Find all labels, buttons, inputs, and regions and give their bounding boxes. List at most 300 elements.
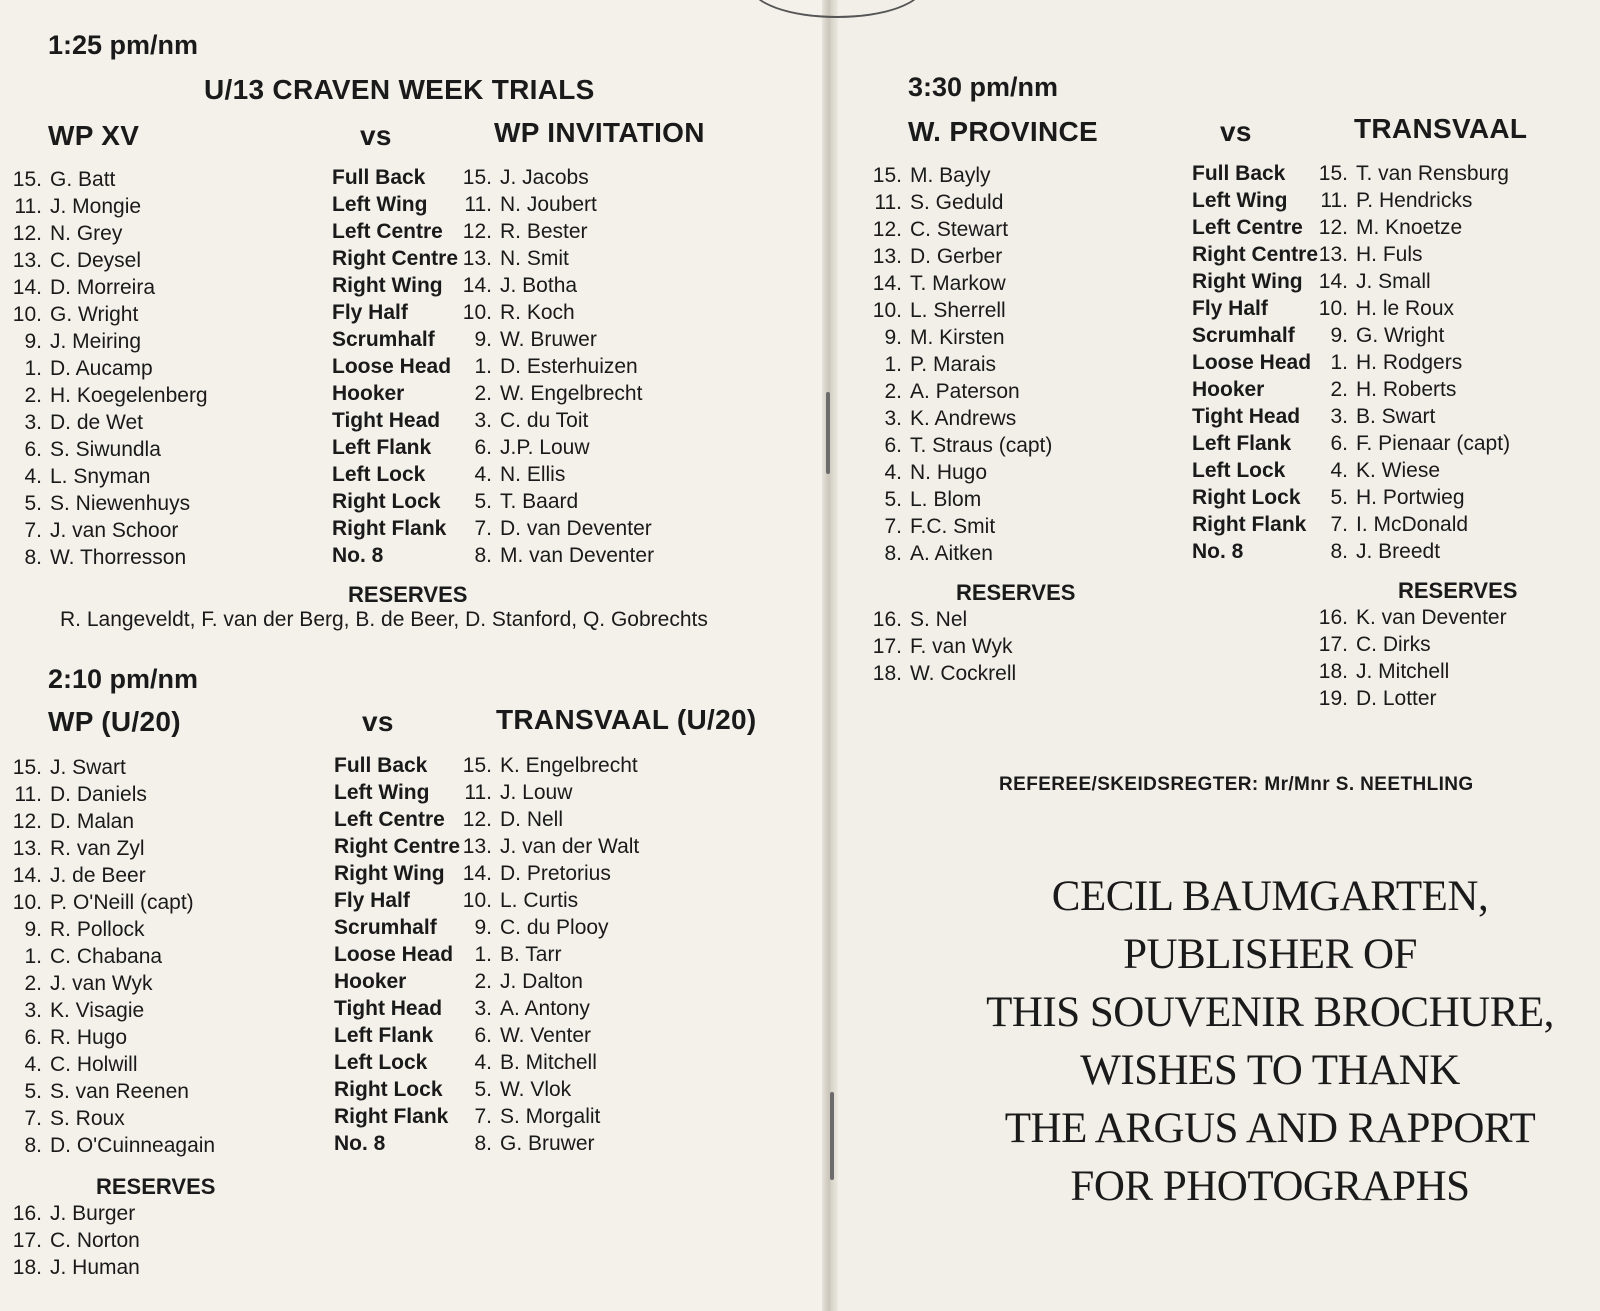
player-row bbox=[450, 1022, 639, 1049]
player-name: N. Ellis bbox=[500, 463, 566, 486]
jersey-number: 14. bbox=[12, 276, 42, 299]
player-name: J. Burger bbox=[50, 1202, 136, 1225]
position-label: Right Wing bbox=[334, 862, 445, 885]
player-name: R. Pollock bbox=[50, 918, 145, 941]
player-name: S. Roux bbox=[50, 1107, 125, 1130]
position-label: Left Centre bbox=[1192, 216, 1303, 239]
match3-positions bbox=[1192, 160, 1318, 565]
player-name: W. Engelbrecht bbox=[500, 382, 643, 405]
player-name: J. van Schoor bbox=[50, 519, 179, 542]
match1-reserves-label: RESERVES bbox=[348, 582, 468, 607]
player-name: R. van Zyl bbox=[50, 837, 145, 860]
player-name: L. Sherrell bbox=[910, 299, 1006, 322]
jersey-number: 13. bbox=[1318, 243, 1348, 266]
match2-home-reserves bbox=[0, 1200, 140, 1281]
player-row bbox=[860, 270, 1052, 297]
jersey-number: 13. bbox=[12, 249, 42, 272]
position-label: Loose Head bbox=[332, 355, 452, 378]
player-name: W. Bruwer bbox=[500, 328, 597, 351]
player-row bbox=[450, 326, 654, 353]
player-name: J. van Wyk bbox=[50, 972, 153, 995]
jersey-number: 18. bbox=[12, 1256, 42, 1279]
player-name: C. du Toit bbox=[500, 409, 589, 432]
jersey-number: 10. bbox=[1318, 297, 1348, 320]
player-name: W. Thorresson bbox=[50, 546, 187, 569]
jersey-number: 7. bbox=[474, 1105, 492, 1128]
jersey-number: 14. bbox=[1318, 270, 1348, 293]
player-row bbox=[860, 486, 1052, 513]
position-label: Right Flank bbox=[332, 517, 447, 540]
match1-away-lineup bbox=[450, 164, 654, 569]
player-name: K. Engelbrecht bbox=[500, 754, 638, 777]
thanks-line: WISHES TO THANK bbox=[1080, 1047, 1460, 1094]
jersey-number: 16. bbox=[1318, 606, 1348, 629]
jersey-number: 5. bbox=[24, 492, 42, 515]
match3-home-team: W. PROVINCE bbox=[908, 116, 1098, 147]
match3-away-reserves bbox=[1306, 604, 1507, 712]
jersey-number: 19. bbox=[1318, 687, 1348, 710]
match1-home-team: WP XV bbox=[48, 120, 140, 151]
player-name: F. Pienaar (capt) bbox=[1356, 432, 1511, 455]
match3-time: 3:30 pm/nm bbox=[908, 72, 1059, 102]
player-row bbox=[450, 380, 654, 407]
jersey-number: 10. bbox=[462, 301, 492, 324]
player-row bbox=[450, 299, 654, 326]
jersey-number: 2. bbox=[24, 972, 42, 995]
jersey-number: 2. bbox=[24, 384, 42, 407]
player-row bbox=[1306, 631, 1507, 658]
player-name: H. le Roux bbox=[1356, 297, 1455, 320]
jersey-number: 3. bbox=[474, 997, 492, 1020]
jersey-number: 2. bbox=[1330, 378, 1348, 401]
jersey-number: 7. bbox=[474, 517, 492, 540]
player-row bbox=[0, 544, 208, 571]
player-row bbox=[0, 1227, 140, 1254]
match3-away-team: TRANSVAAL bbox=[1354, 113, 1528, 144]
player-name: J. Louw bbox=[500, 781, 573, 804]
jersey-number: 14. bbox=[872, 272, 902, 295]
jersey-number: 2. bbox=[884, 380, 902, 403]
player-row bbox=[860, 324, 1052, 351]
player-row bbox=[0, 490, 208, 517]
jersey-number: 13. bbox=[872, 245, 902, 268]
player-name: J. Small bbox=[1356, 270, 1431, 293]
jersey-number: 7. bbox=[884, 515, 902, 538]
player-name: D. Lotter bbox=[1356, 687, 1437, 710]
match3-vs: vs bbox=[1220, 116, 1252, 147]
player-row bbox=[450, 407, 654, 434]
jersey-number: 9. bbox=[1330, 324, 1348, 347]
jersey-number: 2. bbox=[474, 382, 492, 405]
jersey-number: 3. bbox=[24, 411, 42, 434]
player-row bbox=[1306, 658, 1507, 685]
player-row bbox=[1306, 457, 1510, 484]
player-name: B. Tarr bbox=[500, 943, 562, 966]
player-row bbox=[0, 808, 215, 835]
jersey-number: 11. bbox=[14, 195, 42, 218]
position-label: Loose Head bbox=[334, 943, 454, 966]
match3-home-reserves-label: RESERVES bbox=[956, 580, 1076, 605]
jersey-number: 11. bbox=[1320, 189, 1348, 212]
thanks-line: PUBLISHER OF bbox=[1123, 931, 1417, 978]
match2-vs: vs bbox=[362, 706, 394, 737]
player-row bbox=[860, 216, 1052, 243]
player-name: J. Human bbox=[50, 1256, 140, 1279]
player-row bbox=[860, 162, 1052, 189]
jersey-number: 18. bbox=[872, 662, 902, 685]
jersey-number: 1. bbox=[884, 353, 902, 376]
player-row bbox=[0, 382, 208, 409]
position-label: Left Wing bbox=[1192, 189, 1288, 212]
position-label: No. 8 bbox=[332, 544, 384, 567]
player-row bbox=[450, 272, 654, 299]
player-name: M. van Deventer bbox=[500, 544, 655, 567]
player-row bbox=[450, 1049, 639, 1076]
staple-bottom bbox=[830, 1092, 834, 1180]
position-label: Scrumhalf bbox=[332, 328, 435, 351]
match2-away-team: TRANSVAAL (U/20) bbox=[496, 704, 757, 735]
jersey-number: 12. bbox=[12, 810, 42, 833]
player-name: P. Marais bbox=[910, 353, 996, 376]
jersey-number: 12. bbox=[872, 218, 902, 241]
jersey-number: 1. bbox=[24, 945, 42, 968]
player-name: D. Nell bbox=[500, 808, 564, 831]
match2-away-lineup bbox=[450, 752, 639, 1157]
jersey-number: 10. bbox=[872, 299, 902, 322]
player-row bbox=[1306, 349, 1510, 376]
player-name: S. Siwundla bbox=[50, 438, 161, 461]
position-label: Tight Head bbox=[1192, 405, 1301, 428]
jersey-number: 15. bbox=[872, 164, 902, 187]
jersey-number: 17. bbox=[12, 1229, 42, 1252]
jersey-number: 15. bbox=[12, 756, 42, 779]
jersey-number: 5. bbox=[24, 1080, 42, 1103]
player-name: J. Meiring bbox=[50, 330, 142, 353]
jersey-number: 13. bbox=[12, 837, 42, 860]
player-row bbox=[450, 1130, 639, 1157]
jersey-number: 10. bbox=[12, 891, 42, 914]
player-name: D. van Deventer bbox=[500, 517, 652, 540]
player-name: G. Batt bbox=[50, 168, 116, 191]
player-name: G. Wright bbox=[50, 303, 139, 326]
position-label: Left Flank bbox=[1192, 432, 1292, 455]
player-row bbox=[0, 1132, 215, 1159]
jersey-number: 9. bbox=[474, 916, 492, 939]
player-name: J. van der Walt bbox=[500, 835, 640, 858]
player-row bbox=[860, 243, 1052, 270]
position-label: Right Lock bbox=[332, 490, 441, 513]
player-row bbox=[0, 247, 208, 274]
player-name: S. Nel bbox=[910, 608, 968, 631]
player-row bbox=[860, 459, 1052, 486]
player-row bbox=[450, 1076, 639, 1103]
position-label: Fly Half bbox=[332, 301, 408, 324]
player-row bbox=[1306, 403, 1510, 430]
match1-home-lineup bbox=[0, 166, 208, 571]
player-name: N. Joubert bbox=[500, 193, 597, 216]
player-row bbox=[450, 164, 654, 191]
player-row bbox=[0, 301, 208, 328]
player-row bbox=[1306, 685, 1507, 712]
player-row bbox=[450, 191, 654, 218]
position-label: Tight Head bbox=[334, 997, 443, 1020]
player-row bbox=[1306, 268, 1510, 295]
player-name: H. Rodgers bbox=[1356, 351, 1463, 374]
player-row bbox=[0, 193, 208, 220]
jersey-number: 15. bbox=[12, 168, 42, 191]
player-name: P. Hendricks bbox=[1356, 189, 1473, 212]
position-label: Scrumhalf bbox=[334, 916, 437, 939]
jersey-number: 1. bbox=[474, 943, 492, 966]
player-row bbox=[450, 752, 639, 779]
jersey-number: 14. bbox=[462, 862, 492, 885]
player-row bbox=[860, 405, 1052, 432]
jersey-number: 4. bbox=[24, 465, 42, 488]
jersey-number: 5. bbox=[474, 1078, 492, 1101]
player-name: D. Esterhuizen bbox=[500, 355, 638, 378]
jersey-number: 6. bbox=[884, 434, 902, 457]
position-label: Hooker bbox=[332, 382, 405, 405]
jersey-number: 15. bbox=[462, 166, 492, 189]
thanks-line: FOR PHOTOGRAPHS bbox=[1070, 1163, 1470, 1210]
player-row bbox=[450, 461, 654, 488]
player-name: J. Mitchell bbox=[1356, 660, 1450, 683]
match3-away-lineup bbox=[1306, 160, 1510, 565]
match1-title: U/13 CRAVEN WEEK TRIALS bbox=[204, 74, 595, 105]
position-label: Scrumhalf bbox=[1192, 324, 1295, 347]
position-label: Hooker bbox=[334, 970, 407, 993]
player-row bbox=[0, 517, 208, 544]
player-row bbox=[450, 1103, 639, 1130]
position-label: Fly Half bbox=[1192, 297, 1268, 320]
player-row bbox=[0, 1078, 215, 1105]
referee-line: REFEREE/SKEIDSREGTER: Mr/Mnr S. NEETHLING bbox=[999, 774, 1474, 795]
jersey-number: 11. bbox=[14, 783, 42, 806]
player-row bbox=[450, 995, 639, 1022]
player-name: W. Vlok bbox=[500, 1078, 572, 1101]
jersey-number: 7. bbox=[24, 519, 42, 542]
match2-time: 2:10 pm/nm bbox=[48, 664, 199, 694]
jersey-number: 9. bbox=[474, 328, 492, 351]
player-row bbox=[860, 660, 1016, 687]
player-row bbox=[1306, 322, 1510, 349]
player-row bbox=[450, 515, 654, 542]
position-label: Right Wing bbox=[332, 274, 443, 297]
player-row bbox=[450, 353, 654, 380]
match3-home-reserves bbox=[860, 606, 1016, 687]
player-name: J. Swart bbox=[50, 756, 126, 779]
player-row bbox=[0, 997, 215, 1024]
player-name: A. Paterson bbox=[910, 380, 1020, 403]
player-row bbox=[450, 941, 639, 968]
player-name: C. du Plooy bbox=[500, 916, 609, 939]
jersey-number: 7. bbox=[24, 1107, 42, 1130]
jersey-number: 7. bbox=[1330, 513, 1348, 536]
position-label: Left Wing bbox=[332, 193, 428, 216]
jersey-number: 6. bbox=[474, 436, 492, 459]
player-name: H. Koegelenberg bbox=[50, 384, 208, 407]
player-name: S. Morgalit bbox=[500, 1105, 601, 1128]
jersey-number: 8. bbox=[1330, 540, 1348, 563]
player-row bbox=[0, 355, 208, 382]
player-row bbox=[0, 916, 215, 943]
player-name: J.P. Louw bbox=[500, 436, 590, 459]
player-name: C. Norton bbox=[50, 1229, 140, 1252]
position-label: Full Back bbox=[334, 754, 428, 777]
position-label: Left Wing bbox=[334, 781, 430, 804]
player-row bbox=[0, 409, 208, 436]
jersey-number: 14. bbox=[462, 274, 492, 297]
position-label: Right Centre bbox=[332, 247, 458, 270]
position-label: Full Back bbox=[332, 166, 426, 189]
player-name: D. Morreira bbox=[50, 276, 156, 299]
jersey-number: 3. bbox=[24, 999, 42, 1022]
jersey-number: 4. bbox=[884, 461, 902, 484]
jersey-number: 3. bbox=[474, 409, 492, 432]
player-name: I. McDonald bbox=[1356, 513, 1469, 536]
player-row bbox=[0, 463, 208, 490]
player-row bbox=[1306, 214, 1510, 241]
player-row bbox=[1306, 604, 1507, 631]
player-row bbox=[0, 274, 208, 301]
player-name: C. Dirks bbox=[1356, 633, 1431, 656]
player-row bbox=[0, 328, 208, 355]
player-row bbox=[1306, 160, 1510, 187]
match1-vs: vs bbox=[360, 120, 392, 151]
player-name: D. Aucamp bbox=[50, 357, 153, 380]
position-label: Left Lock bbox=[334, 1051, 428, 1074]
player-row bbox=[860, 513, 1052, 540]
jersey-number: 4. bbox=[24, 1053, 42, 1076]
player-row bbox=[1306, 376, 1510, 403]
player-name: F.C. Smit bbox=[910, 515, 996, 538]
staple-top bbox=[826, 392, 830, 474]
position-label: Right Lock bbox=[334, 1078, 443, 1101]
jersey-number: 15. bbox=[462, 754, 492, 777]
player-name: D. Daniels bbox=[50, 783, 147, 806]
player-name: T. Straus (capt) bbox=[910, 434, 1053, 457]
jersey-number: 14. bbox=[12, 864, 42, 887]
player-row bbox=[450, 914, 639, 941]
player-name: L. Snyman bbox=[50, 465, 151, 488]
jersey-number: 11. bbox=[464, 193, 492, 216]
jersey-number: 6. bbox=[24, 438, 42, 461]
position-label: Right Wing bbox=[1192, 270, 1303, 293]
player-name: S. Niewenhuys bbox=[50, 492, 191, 515]
player-name: L. Blom bbox=[910, 488, 982, 511]
player-name: C. Stewart bbox=[910, 218, 1009, 241]
match3-away-reserves-label: RESERVES bbox=[1398, 578, 1518, 603]
player-row bbox=[0, 1105, 215, 1132]
player-row bbox=[0, 889, 215, 916]
player-row bbox=[0, 1254, 140, 1281]
player-name: J. Breedt bbox=[1356, 540, 1441, 563]
jersey-number: 3. bbox=[884, 407, 902, 430]
jersey-number: 8. bbox=[474, 1132, 492, 1155]
player-name: C. Chabana bbox=[50, 945, 163, 968]
jersey-number: 8. bbox=[474, 544, 492, 567]
player-name: J. de Beer bbox=[50, 864, 146, 887]
position-label: Right Lock bbox=[1192, 486, 1301, 509]
player-name: K. Visagie bbox=[50, 999, 145, 1022]
player-name: G. Bruwer bbox=[500, 1132, 595, 1155]
player-row bbox=[1306, 430, 1510, 457]
jersey-number: 6. bbox=[474, 1024, 492, 1047]
player-row bbox=[450, 833, 639, 860]
player-row bbox=[0, 862, 215, 889]
player-name: B. Mitchell bbox=[500, 1051, 597, 1074]
player-row bbox=[860, 540, 1052, 567]
player-row bbox=[450, 968, 639, 995]
player-row bbox=[0, 754, 215, 781]
position-label: Full Back bbox=[1192, 162, 1286, 185]
jersey-number: 4. bbox=[1330, 459, 1348, 482]
position-label: Right Centre bbox=[334, 835, 460, 858]
position-label: No. 8 bbox=[1192, 540, 1244, 563]
player-name: F. van Wyk bbox=[910, 635, 1013, 658]
jersey-number: 4. bbox=[474, 463, 492, 486]
player-name: C. Deysel bbox=[50, 249, 142, 272]
position-label: Left Lock bbox=[1192, 459, 1286, 482]
jersey-number: 2. bbox=[474, 970, 492, 993]
player-row bbox=[860, 432, 1052, 459]
player-row bbox=[450, 542, 654, 569]
player-name: M. Bayly bbox=[910, 164, 991, 187]
player-name: A. Aitken bbox=[910, 542, 993, 565]
position-label: Left Flank bbox=[332, 436, 432, 459]
match2-home-team: WP (U/20) bbox=[48, 706, 181, 737]
player-name: N. Grey bbox=[50, 222, 123, 245]
player-name: R. Hugo bbox=[50, 1026, 128, 1049]
player-row bbox=[860, 633, 1016, 660]
player-name: J. Jacobs bbox=[500, 166, 589, 189]
player-name: W. Cockrell bbox=[910, 662, 1017, 685]
player-row bbox=[860, 189, 1052, 216]
jersey-number: 8. bbox=[24, 1134, 42, 1157]
player-row bbox=[0, 166, 208, 193]
jersey-number: 9. bbox=[24, 330, 42, 353]
jersey-number: 17. bbox=[1318, 633, 1348, 656]
thanks-line: THE ARGUS AND RAPPORT bbox=[1004, 1105, 1536, 1152]
jersey-number: 5. bbox=[474, 490, 492, 513]
player-name: S. Geduld bbox=[910, 191, 1004, 214]
player-row bbox=[860, 378, 1052, 405]
jersey-number: 1. bbox=[1330, 351, 1348, 374]
jersey-number: 9. bbox=[24, 918, 42, 941]
publisher-thanks-notice bbox=[950, 868, 1590, 1216]
player-name: R. Koch bbox=[500, 301, 575, 324]
match1-away-team: WP INVITATION bbox=[494, 117, 705, 148]
match1-time: 1:25 pm/nm bbox=[48, 30, 199, 60]
player-row bbox=[450, 779, 639, 806]
jersey-number: 16. bbox=[12, 1202, 42, 1225]
player-name: A. Antony bbox=[500, 997, 590, 1020]
player-row bbox=[1306, 484, 1510, 511]
jersey-number: 10. bbox=[12, 303, 42, 326]
player-name: K. van Deventer bbox=[1356, 606, 1507, 629]
match3-home-lineup bbox=[860, 162, 1052, 567]
jersey-number: 1. bbox=[474, 355, 492, 378]
position-label: Left Centre bbox=[334, 808, 445, 831]
player-row bbox=[0, 970, 215, 997]
jersey-number: 10. bbox=[462, 889, 492, 912]
player-name: N. Hugo bbox=[910, 461, 988, 484]
position-label: Tight Head bbox=[332, 409, 441, 432]
player-row bbox=[1306, 295, 1510, 322]
player-name: K. Andrews bbox=[910, 407, 1017, 430]
player-row bbox=[860, 297, 1052, 324]
player-name: K. Wiese bbox=[1356, 459, 1441, 482]
